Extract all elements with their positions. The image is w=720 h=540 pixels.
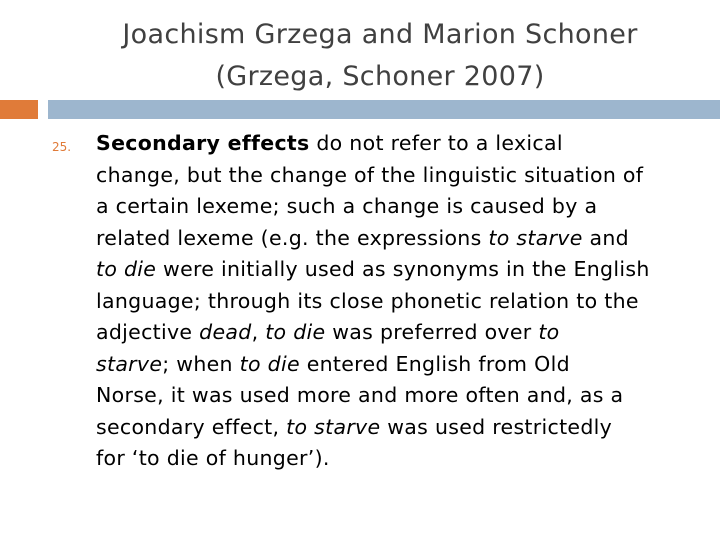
italic-term: starve: [96, 351, 163, 376]
text-segment: were initially used as synonyms in the English: [156, 257, 650, 281]
text-line-8: [96, 349, 696, 381]
italic-term: to die: [239, 351, 300, 376]
italic-term: to starve: [488, 225, 583, 250]
text-segment: related lexeme (e.g. the expressions: [96, 225, 489, 250]
slide-title-line-2: (Grzega, Schoner 2007): [215, 61, 545, 92]
text-segment: do not refer to a lexical: [309, 131, 563, 155]
text-segment: and: [582, 225, 629, 250]
text-line-7: [96, 317, 696, 349]
list-item-text: [96, 128, 696, 475]
text-line-11: for ‘to die of hunger’).: [96, 446, 330, 470]
text-line-3: a certain lexeme; such a change is caused by a: [96, 194, 598, 218]
italic-term: to die: [265, 320, 326, 344]
slide-title-line-1: Joachism Grzega and Marion Schoner: [122, 19, 638, 50]
italic-term: to die: [96, 257, 157, 281]
italic-term: to starve: [286, 414, 381, 439]
text-line-9: Norse, it was used more and more often and, as a: [96, 383, 624, 407]
text-segment: was used restrictedly: [380, 414, 613, 439]
text-line-5: [96, 254, 696, 286]
text-segment: secondary effect,: [96, 414, 287, 439]
text-line-10: [96, 412, 696, 444]
text-segment: adjective: [96, 320, 200, 344]
slide-title: [60, 14, 700, 98]
text-segment: ,: [251, 320, 266, 344]
text-segment: was preferred over: [325, 320, 539, 344]
text-line-1: [96, 128, 696, 160]
list-item-number: 25.: [52, 140, 72, 154]
term-secondary-effects: Secondary effects: [96, 131, 310, 155]
text-line-6: language; through its close phonetic relation to the: [96, 288, 639, 313]
title-divider-accent: [0, 100, 38, 119]
italic-term: to: [538, 320, 560, 344]
text-segment: ; when: [162, 351, 240, 376]
text-line-4: [96, 223, 696, 255]
title-divider-bar: [48, 100, 720, 119]
text-line-2: change, but the change of the linguistic situation of: [96, 162, 644, 187]
text-segment: entered English from Old: [299, 351, 570, 376]
italic-term: dead: [199, 320, 252, 344]
